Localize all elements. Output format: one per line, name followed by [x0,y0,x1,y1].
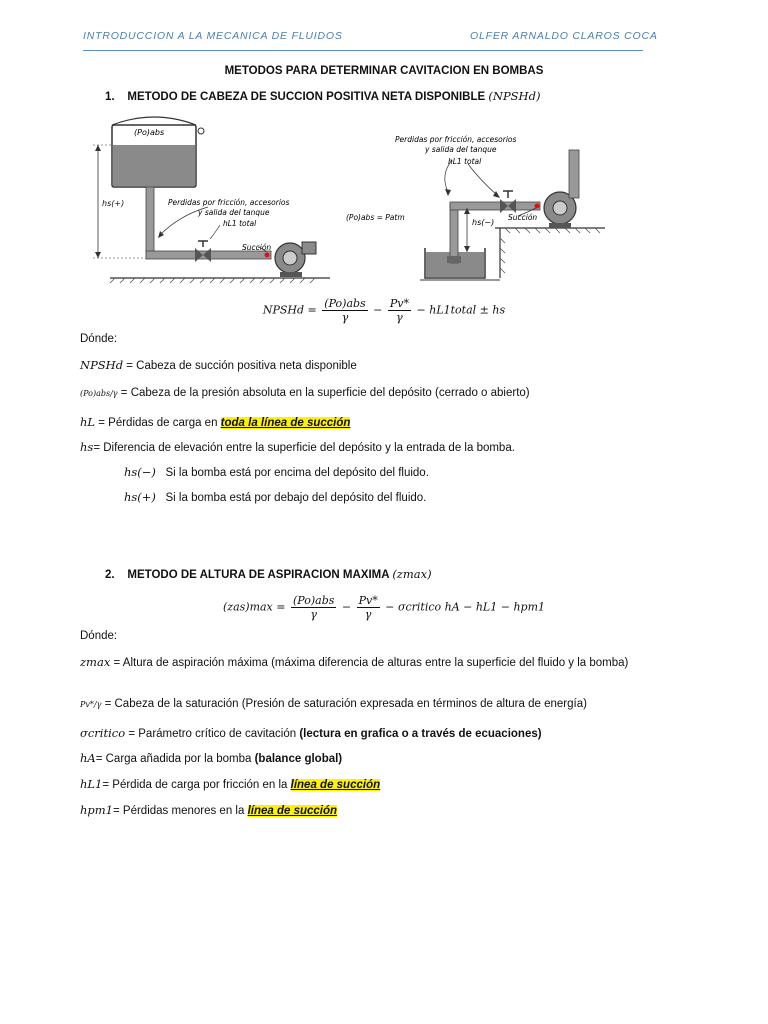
formula1-tail: − hL1total ± hs [416,303,506,317]
def-zmax: zmax = Altura de aspiración máxima (máxima diferencia de alturas entre la superficie del fluido y la bomba) [80,655,629,669]
d2-hs-label: hs(−) [472,218,495,227]
hs-plus-case: hs(+) Si la bomba está por debajo del depósito del fluido. [124,490,427,504]
header-course: INTRODUCCION A LA MECANICA DE FLUIDOS [83,30,343,42]
donde-label-2: Dónde: [80,630,118,642]
def-hs: hs= Diferencia de elevación entre la superficie del depósito y la entrada de la bomba. [80,440,515,454]
diagram-pump-below-tank [90,115,340,290]
header-author: OLFER ARNALDO CLAROS COCA [470,30,658,42]
def-sigma: σcritico = Parámetro crítico de cavitación (lectura en grafica o a través de ecuaciones) [80,726,542,740]
section1-heading [105,89,540,103]
formula2-den1: γ [310,608,317,621]
page-title: METODOS PARA DETERMINAR CAVITACION EN BOMBAS [224,65,544,77]
def-ha: hA= Carga añadida por la bomba (balance global) [80,751,343,765]
d1-hs-label: hs(+) [102,199,125,208]
def-hl: hL = Pérdidas de carga en toda la línea de succión [80,415,351,429]
section1-number: 1. [105,91,115,103]
d1-losses-2: y salida del tanque [198,208,270,217]
section2-title: METODO DE ALTURA DE ASPIRACION MAXIMA [127,569,390,581]
d1-hl-label: hL1 total [223,219,257,228]
d1-tank-label: (Po)abs [134,128,165,137]
header-rule [83,50,643,51]
formula-npsh: NPSHd = $\frac{\text{(Po)abs}}{\gamma}$ − $\frac{Pv*}{\gamma}$ − hL1total ± hs [262,297,506,324]
formula2-num2: Pv* [358,594,378,607]
d2-suction-label: Succión [508,213,538,222]
d2-hl-label: hL1 total [448,157,482,166]
def-po-gamma: (Po)abs/γ = Cabeza de la presión absoluta en la superficie del depósito (cerrado o abierto) [80,387,530,399]
formula2-tail: − σcritico hA − hL1 − hpm1 [385,600,546,614]
d2-losses-1: Perdidas por fricción, accesorios [395,135,517,144]
section2-symbol: (zmax) [392,567,432,581]
d1-losses-1: Perdidas por fricción, accesorios [168,198,290,207]
section1-symbol: (NPSHd) [488,89,541,103]
formula1-num1: (Po)abs [324,297,366,310]
diagram-pump-above-tank [340,130,610,285]
formula1-den1: γ [341,311,349,324]
formula2-lhs: (zas)max = [222,600,286,614]
def-hpm1: hpm1= Pérdidas menores en la línea de succión [80,803,338,817]
d2-pressure-label: (Po)abs = Patm [346,213,405,222]
section1-title: METODO DE CABEZA DE SUCCION POSITIVA NETA DISPONIBLE [127,91,486,103]
section2-number: 2. [105,569,115,581]
formula-zmax: (zas)max = $\frac{\text{(Po)abs}}{\gamma}$ − $\frac{Pv*}{\gamma}$ − σcritico hA − hL1 − hpm1 [222,594,546,621]
section2-heading [105,567,432,581]
donde-label-1: Dónde: [80,333,118,345]
formula1-lhs: NPSHd = [262,303,317,317]
hs-minus-case: hs(−) Si la bomba está por encima del depósito del fluido. [124,465,429,479]
formula1-den2: γ [396,311,403,324]
d2-losses-2: y salida del tanque [425,145,497,154]
formula2-num1: (Po)abs [292,594,335,607]
def-npsh: NPSHd = Cabeza de succión positiva neta disponible [80,358,357,372]
formula2-den2: γ [364,608,372,621]
d1-suction-label: Succión [242,243,272,252]
def-hl1: hL1= Pérdida de carga por fricción en la línea de succión [80,777,381,791]
formula1-num2: Pv* [389,297,410,310]
def-pv-gamma: Pv*/γ = Cabeza de la saturación (Presión de saturación expresada en términos de altura de energía) [80,698,587,710]
